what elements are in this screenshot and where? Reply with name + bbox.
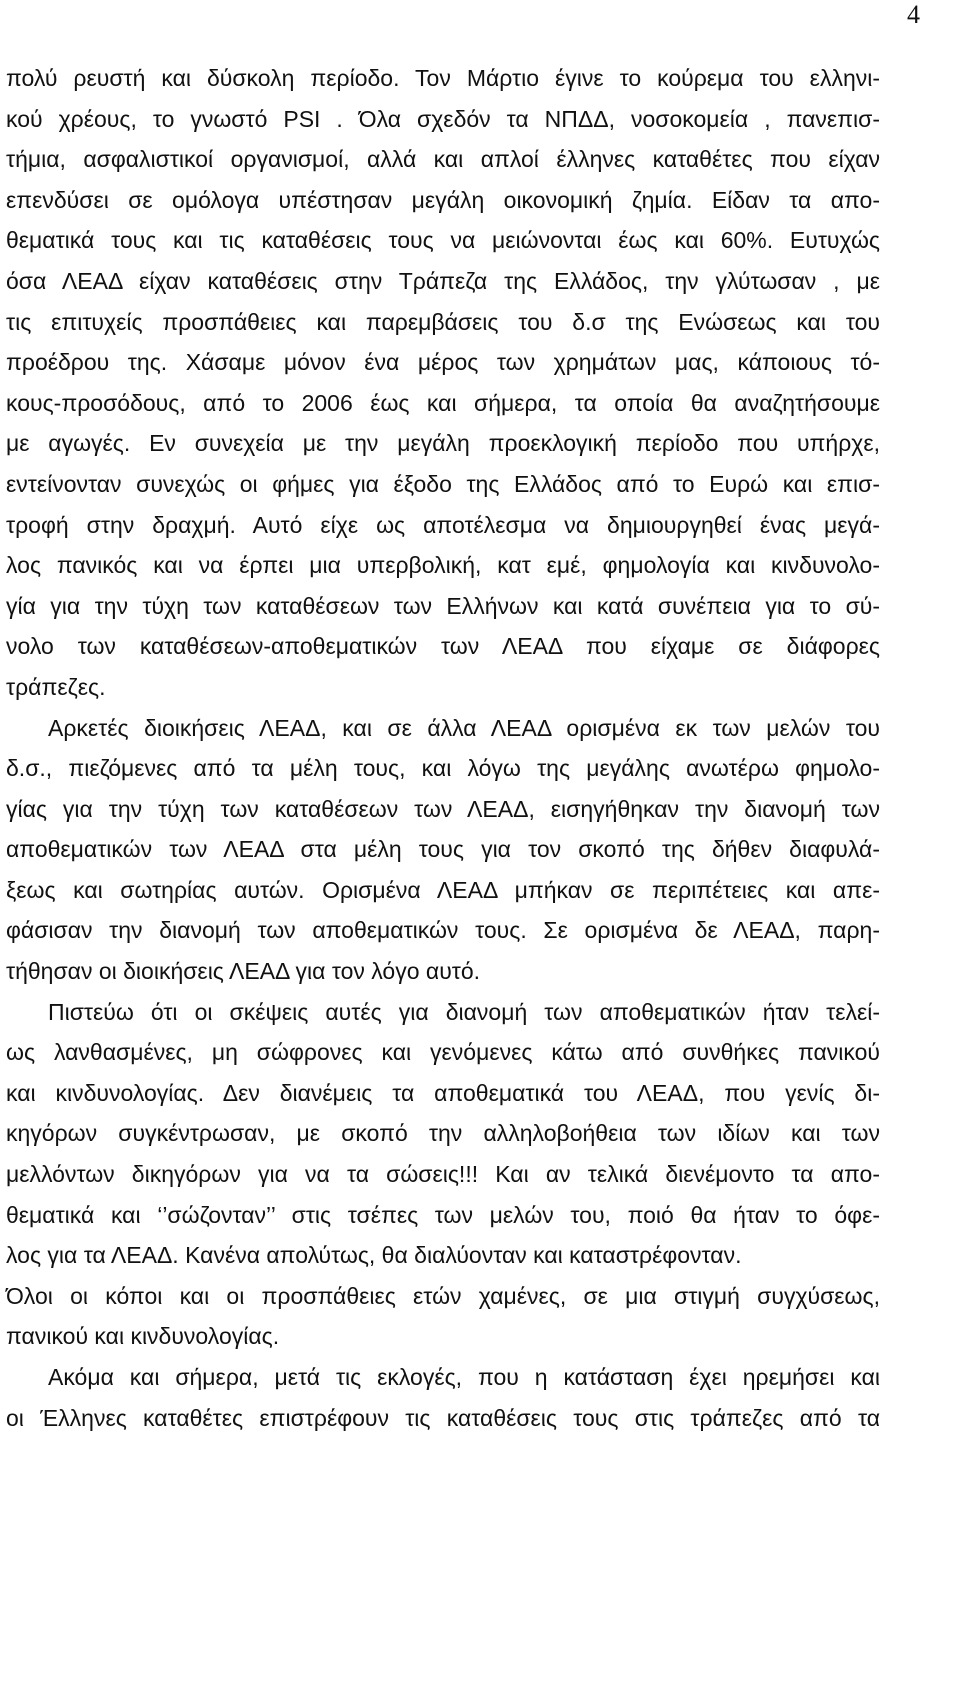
text-line: λος για τα ΛΕΑΔ. Κανένα απολύτως, θα διαλύονταν και καταστρέφονταν. [6, 1242, 742, 1269]
text-line: αποθεματικών των ΛΕΑΔ στα μέλη τους για τον σκοπό της δήθεν διαφυλά- [6, 836, 880, 863]
text-line: γία για την τύχη των καταθέσεων των Ελλήνων και κατά συνέπεια για το σύ- [6, 592, 880, 619]
text-line: Όλοι οι κόποι και οι προσπάθειες ετών χαμένες, σε μια στιγμή συγχύσεως, [6, 1282, 880, 1309]
text-line: μελλόντων δικηγόρων για να τα σώσεις!!! Και αν τελικά διενέμοντο τα απο- [6, 1161, 880, 1188]
text-line: Αρκετές διοικήσεις ΛΕΑΔ, και σε άλλα ΛΕΑΔ ορισμένα εκ των μελών του [48, 714, 880, 741]
text-line: επενδύσει σε ομόλογα υπέστησαν μεγάλη οικονομική ζημία. Είδαν τα απο- [6, 186, 880, 213]
text-line: και κινδυνολογίας. Δεν διανέμεις τα αποθεματικά του ΛΕΑΔ, που γενίς δι- [6, 1079, 880, 1106]
text-line: πολύ ρευστή και δύσκολη περίοδο. Τον Μάρτιο έγινε το κούρεμα του ελληνι- [6, 65, 880, 91]
text-line: τράπεζες. [6, 673, 106, 700]
text-line: τήθησαν οι διοικήσεις ΛΕΑΔ για τον λόγο αυτό. [6, 958, 481, 985]
text-line: ξεως και σωτηρίας αυτών. Ορισμένα ΛΕΑΔ μπήκαν σε περιπέτειες και απε- [6, 876, 880, 903]
text-line: τροφή στην δραχμή. Αυτό είχε ως αποτέλεσμα να δημιουργηθεί ένας μεγά- [6, 511, 880, 538]
text-line: με αγωγές. Εν συνεχεία με την μεγάλη προεκλογική περίοδο που υπήρχε, [6, 430, 880, 457]
text-line: τήμια, ασφαλιστικοί οργανισμοί, αλλά και απλοί έλληνες καταθέτες που είχαν [6, 146, 880, 173]
text-line: θεματικά τους και τις καταθέσεις τους να μειώνονται έως και 60%. Ευτυχώς [6, 227, 880, 254]
text-line: Πιστεύω ότι οι σκέψεις αυτές για διανομή των αποθεματικών ήταν τελεί- [48, 998, 880, 1025]
text-line: κους-προσόδους, από το 2006 έως και σήμερα, τα οποία θα αναζητήσουμε [6, 389, 880, 416]
text-line: κού χρέους, το γνωστό PSI . Όλα σχεδόν τα ΝΠΔΔ, νοσοκομεία , πανεπισ- [6, 105, 880, 132]
text-line: θεματικά και ‘’σώζονταν’’ στις τσέπες των μελών του, ποιό θα ήταν το όφε- [6, 1201, 880, 1228]
text-line: δ.σ., πιεζόμενες από τα μέλη τους, και λόγω της μεγάλης ανωτέρω φημολο- [6, 755, 880, 782]
text-line: κηγόρων συγκέντρωσαν, με σκοπό την αλληλοβοήθεια των ιδίων και των [6, 1120, 880, 1147]
page-number: 4 [907, 0, 920, 29]
text-line: γίας για την τύχη των καταθέσεων των ΛΕΑΔ, εισηγήθηκαν την διανομή των [6, 795, 880, 822]
text-line: Ακόμα και σήμερα, μετά τις εκλογές, που η κατάσταση έχει ηρεμήσει και [48, 1364, 880, 1390]
text-line: φάσισαν την διανομή των αποθεματικών τους. Σε ορισμένα δε ΛΕΑΔ, παρη- [6, 917, 880, 944]
text-line: νολο των καταθέσεων-αποθεματικών των ΛΕΑΔ που είχαμε σε διάφορες [6, 633, 880, 660]
text-line: όσα ΛΕΑΔ είχαν καταθέσεις στην Τράπεζα της Ελλάδος, την γλύτωσαν , με [6, 267, 880, 294]
text-line: λος πανικός και να έρπει μια υπερβολική, κατ εμέ, φημολογία και κινδυνολο- [6, 552, 880, 579]
text-line: πανικού και κινδυνολογίας. [6, 1323, 280, 1350]
text-line: εντείνονταν συνεχώς οι φήμες για έξοδο της Ελλάδος από το Ευρώ και επισ- [6, 470, 880, 497]
text-line: προέδρου της. Χάσαμε μόνον ένα μέρος των χρημάτων μας, κάποιους τό- [6, 349, 880, 376]
text-line: ως λανθασμένες, μη σώφρονες και γενόμενες κάτω από συνθήκες πανικού [6, 1039, 880, 1066]
text-line: οι Έλληνες καταθέτες επιστρέφουν τις καταθέσεις τους στις τράπεζες από τα [6, 1404, 880, 1431]
text-line: τις επιτυχείς προσπάθειες και παρεμβάσεις του δ.σ της Ενώσεως και του [6, 308, 880, 335]
body-text [6, 58, 880, 1438]
